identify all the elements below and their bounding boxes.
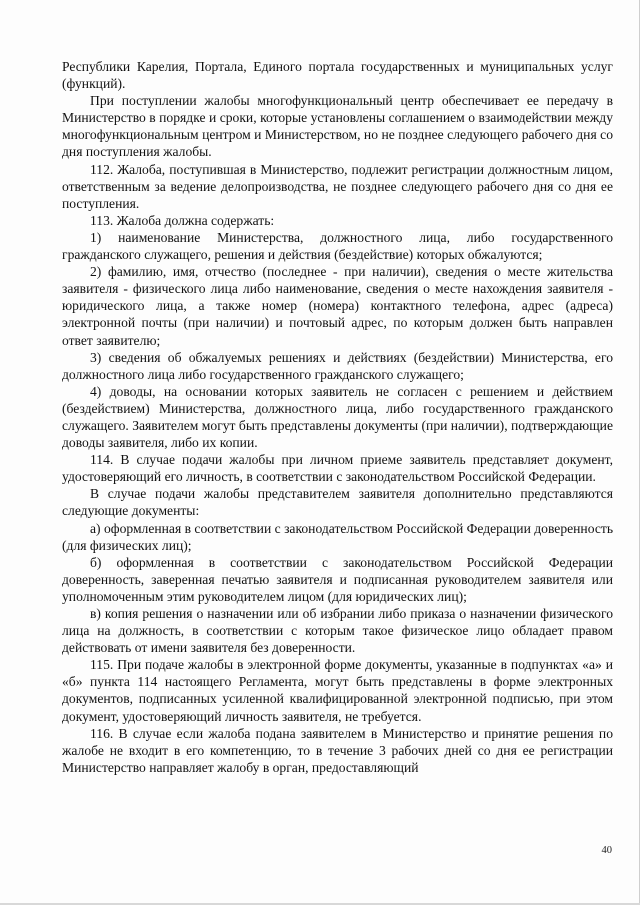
paragraph-114: 114. В случае подачи жалобы при личном приеме заявитель представляет документ, удостоверяющий его личность, в соответствии с законодательством Российской Федерации. xyxy=(62,452,613,485)
list-item-4: 4) доводы, на основании которых заявитель не согласен с решением и действием (бездействием) Министерства, должностного лица, либо государственного гражданского служащего. Заявителем могут быть представлены документы (при наличии), подтверждающие доводы заявителя, либо их копии. xyxy=(62,383,613,451)
list-item-2: 2) фамилию, имя, отчество (последнее - при наличии), сведения о месте жительства заявителя - физического лица либо наименование, сведения о месте нахождения заявителя - юридического лица, а также номер (номера) контактного телефона, адрес (адреса) электронной почты (при наличии) и почтовый адрес, по которым должен быть направлен ответ заявителю; xyxy=(62,264,613,348)
list-item-3: 3) сведения об обжалуемых решениях и действиях (бездействии) Министерства, его должностного лица либо государственного гражданского служащего; xyxy=(62,349,613,382)
list-item-1: 1) наименование Министерства, должностного лица, либо государственного гражданского служащего, решения и действия (бездействие) которых обжалуются; xyxy=(62,229,613,263)
paragraph: В случае подачи жалобы представителем заявителя дополнительно представляются следующие документы: xyxy=(62,486,613,519)
list-item-b: б) оформленная в соответствии с законодательством Российской Федерации доверенность, заверенная печатью заявителя и подписанная руководителем заявителя или уполномоченным этим руководителем лицом (для юридических лиц); xyxy=(62,554,613,604)
paragraph-112: 112. Жалоба, поступившая в Министерство, подлежит регистрации должностным лицом, ответственным за ведение делопроизводства, не позднее следующего рабочего дня со дня ее поступления. xyxy=(62,161,613,211)
paragraph-continuation: Республики Карелия, Портала, Единого портала государственных и муниципальных услуг (функций). xyxy=(62,59,613,92)
paragraph-116: 116. В случае если жалоба подана заявителем в Министерство и принятие решения по жалобе не входит в его компетенцию, то в течение 3 рабочих дней со дня ее регистрации Министерство направляет жалобу в орган, предоставляющий xyxy=(62,725,613,775)
list-item-v: в) копия решения о назначении или об избрании либо приказа о назначении физического лица на должность, в соответствии с которым такое физическое лицо обладает правом действовать от имени заявителя без доверенности. xyxy=(62,606,613,656)
paragraph-115: 115. При подаче жалобы в электронной форме документы, указанные в подпунктах «а» и «б» пункта 114 настоящего Регламента, могут быть представлены в форме электронных документов, подписанных усиленной квалифицированной электронной подписью, при этом документ, удостоверяющий личность заявителя, не требуется. xyxy=(62,657,613,724)
page-number: 40 xyxy=(601,845,612,856)
paragraph: При поступлении жалобы многофункциональный центр обеспечивает ее передачу в Министерство в порядке и сроки, которые установлены соглашением о взаимодействии между многофункциональным центром и Министерством, но не позднее следующего рабочего дня со дня поступления жалобы. xyxy=(62,93,613,160)
list-item-a: а) оформленная в соответствии с законодательством Российской Федерации доверенность (для физических лиц); xyxy=(62,520,614,553)
paragraph-113: 113. Жалоба должна содержать: xyxy=(90,212,275,228)
body-text xyxy=(62,58,613,776)
